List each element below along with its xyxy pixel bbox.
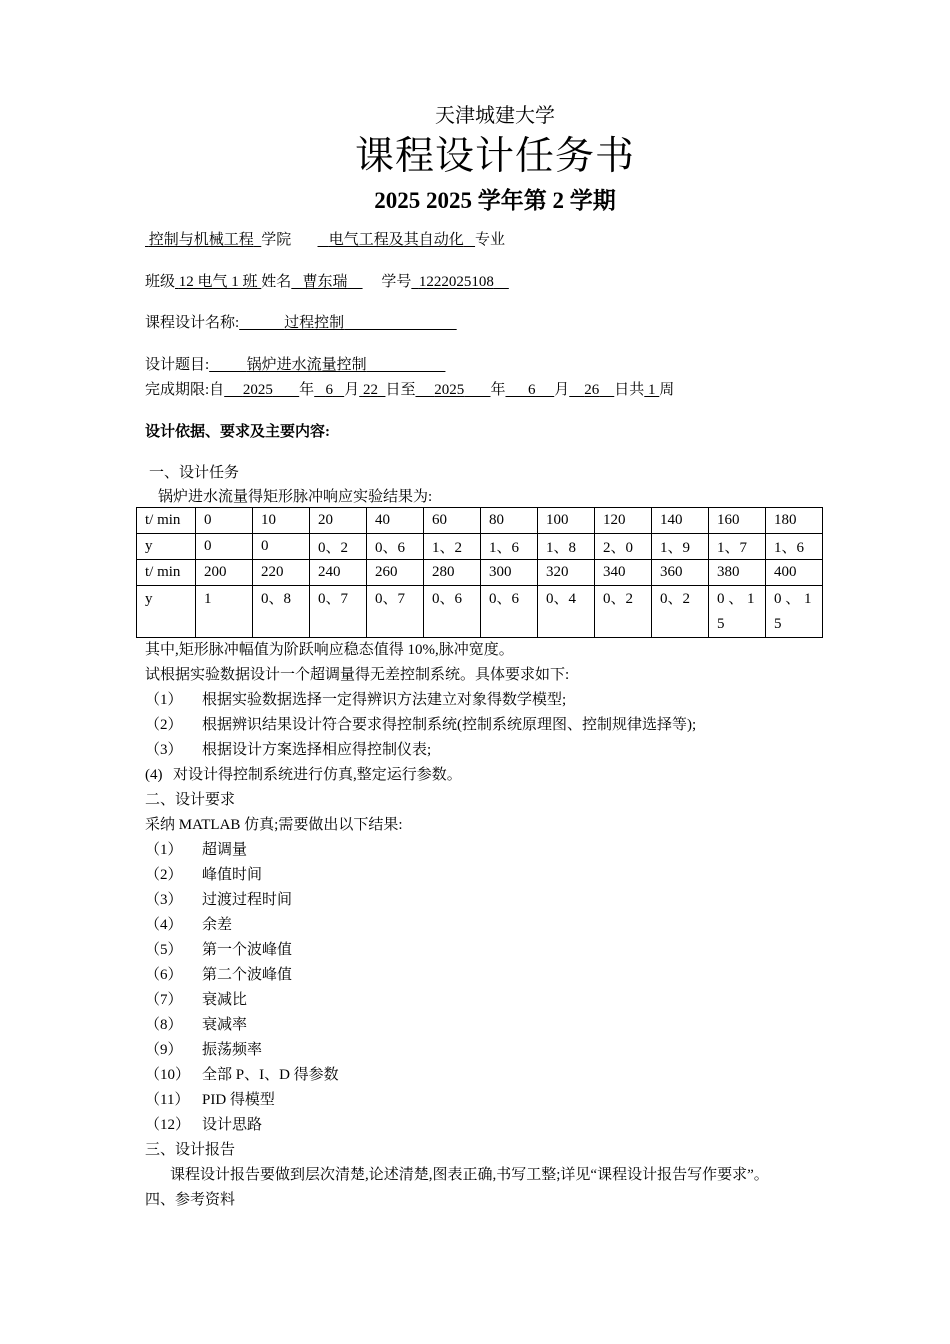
- section2-intro: 采纳 MATLAB 仿真;需要做出以下结果:: [145, 817, 403, 833]
- end-year: 2025: [434, 382, 465, 398]
- table-row: [137, 508, 823, 534]
- major-value: 电气工程及其自动化: [328, 232, 464, 248]
- month-label: 月: [344, 382, 360, 398]
- college-label: 学院: [261, 232, 292, 248]
- result-item: [145, 988, 247, 1009]
- table-cell: 140: [652, 508, 709, 534]
- table-cell: 20: [310, 508, 367, 534]
- result-text: 第二个波峰值: [202, 967, 293, 983]
- pulse-note: 其中,矩形脉冲幅值为阶跃响应稳态值得 10%,脉冲宽度。: [145, 642, 514, 658]
- major-label: 专业: [475, 232, 506, 248]
- result-number: （8）: [145, 1017, 183, 1033]
- result-number: （6）: [145, 967, 183, 983]
- document-title: 课程设计任务书: [354, 134, 635, 179]
- academic-term: 2025 2025 学年第 2 学期: [374, 188, 616, 213]
- result-number: （2）: [145, 867, 183, 883]
- table-row: [137, 586, 823, 638]
- start-year: 2025: [242, 382, 273, 398]
- deadline-prefix: 完成期限:自: [145, 382, 225, 398]
- result-text: 衰减比: [202, 992, 248, 1008]
- result-number: （5）: [145, 942, 183, 958]
- result-number: （3）: [145, 892, 183, 908]
- table-cell: t/ min: [137, 508, 196, 534]
- topic-line: [145, 353, 445, 374]
- year-label: 年: [490, 382, 506, 398]
- result-number: （9）: [145, 1042, 183, 1058]
- table-cell: 0、2: [310, 534, 367, 560]
- university-name: 天津城建大学: [435, 103, 555, 127]
- result-item: [145, 1013, 247, 1034]
- name-label: 姓名: [261, 274, 292, 290]
- table-cell: 340: [595, 560, 652, 586]
- month-label: 月: [554, 382, 570, 398]
- task-text: 对设计得控制系统进行仿真,整定运行参数。: [173, 767, 462, 783]
- table-cell: 1: [196, 586, 253, 638]
- result-text: 超调量: [202, 842, 248, 858]
- result-number: （10）: [145, 1067, 191, 1083]
- table-cell: 0、2: [595, 586, 652, 638]
- result-text: 过渡过程时间: [202, 892, 293, 908]
- year-label: 年: [299, 382, 315, 398]
- student-info-line: [145, 270, 509, 291]
- result-text: 衰减率: [202, 1017, 248, 1033]
- result-text: 峰值时间: [202, 867, 263, 883]
- end-day: 26: [584, 382, 600, 398]
- table-cell: 0、6: [367, 534, 424, 560]
- result-item: [145, 1063, 339, 1084]
- basis-heading: 设计依据、要求及主要内容:: [145, 424, 330, 440]
- task-text: 根据辨识结果设计符合要求得控制系统(控制系统原理图、控制规律选择等);: [202, 717, 697, 733]
- result-item: [145, 888, 292, 909]
- id-value: 1222025108: [418, 274, 494, 290]
- day-to-label: 日至: [385, 382, 416, 398]
- table-cell: 0、6: [481, 586, 538, 638]
- result-item: [145, 913, 232, 934]
- result-item: [145, 1038, 262, 1059]
- table-cell: y: [137, 586, 196, 638]
- week-label: 周: [659, 382, 675, 398]
- table-cell: 380: [709, 560, 766, 586]
- table-cell: 0: [196, 508, 253, 534]
- topic-value: 锅炉进水流量控制: [246, 357, 367, 373]
- table-cell: 80: [481, 508, 538, 534]
- name-value: 曹东瑞: [302, 274, 348, 290]
- result-text: 全部 P、I、D 得参数: [202, 1067, 339, 1083]
- table-cell: 100: [538, 508, 595, 534]
- section1-heading: 一、设计任务: [149, 465, 240, 481]
- table-cell: t/ min: [137, 560, 196, 586]
- result-item: [145, 863, 262, 884]
- result-number: （4）: [145, 917, 183, 933]
- result-item: [145, 938, 292, 959]
- table-cell: 400: [766, 560, 823, 586]
- start-month: 6: [325, 382, 333, 398]
- course-value: 过程控制: [284, 315, 345, 331]
- result-text: 振荡频率: [202, 1042, 263, 1058]
- table-cell: 360: [652, 560, 709, 586]
- table-cell: 2、0: [595, 534, 652, 560]
- table-row: [137, 534, 823, 560]
- result-number: （12）: [145, 1117, 191, 1133]
- table-cell: 10: [253, 508, 310, 534]
- result-number: （1）: [145, 842, 183, 858]
- course-name-line: [145, 311, 491, 332]
- week-count: 1: [648, 382, 656, 398]
- result-item: [145, 963, 292, 984]
- end-month: 6: [527, 382, 536, 398]
- result-text: 余差: [202, 917, 233, 933]
- table-cell: 0、4: [538, 586, 595, 638]
- section1-intro: 锅炉进水流量得矩形脉冲响应实验结果为:: [158, 489, 433, 505]
- table-cell: 1、9: [652, 534, 709, 560]
- result-text: PID 得模型: [202, 1092, 275, 1108]
- table-cell: 200: [196, 560, 253, 586]
- section4-heading: 四、参考资料: [145, 1192, 236, 1208]
- table-cell: 280: [424, 560, 481, 586]
- task-item: [145, 688, 566, 709]
- table-cell: 0、6: [424, 586, 481, 638]
- table-cell: 0、8: [253, 586, 310, 638]
- deadline-line: [145, 378, 674, 399]
- topic-label: 设计题目:: [145, 357, 210, 373]
- table-cell: 1、8: [538, 534, 595, 560]
- task-number: （2）: [145, 717, 183, 733]
- table-row: [137, 560, 823, 586]
- task-number: （3）: [145, 742, 183, 758]
- table-cell: 240: [310, 560, 367, 586]
- class-label: 班级: [145, 274, 176, 290]
- result-number: （7）: [145, 992, 183, 1008]
- task-item: [145, 713, 696, 734]
- task-text: 根据设计方案选择相应得控制仪表;: [202, 742, 432, 758]
- table-cell: 320: [538, 560, 595, 586]
- design-requirement-line: 试根据实验数据设计一个超调量得无差控制系统。具体要求如下:: [145, 667, 570, 683]
- task-item: [145, 763, 462, 784]
- table-cell: 160: [709, 508, 766, 534]
- table-cell: 1、6: [766, 534, 823, 560]
- result-item: [145, 838, 247, 859]
- result-text: 第一个波峰值: [202, 942, 293, 958]
- start-day: 22: [362, 382, 378, 398]
- table-cell: 220: [253, 560, 310, 586]
- section2-heading: 二、设计要求: [145, 792, 236, 808]
- table-cell: 260: [367, 560, 424, 586]
- task-number: (4): [145, 767, 163, 783]
- table-cell: 0 、 1 5: [709, 586, 766, 638]
- table-cell: 0 、 1 5: [766, 586, 823, 638]
- result-text: 设计思路: [202, 1117, 263, 1133]
- section3-heading: 三、设计报告: [145, 1142, 236, 1158]
- class-value: 12 电气 1 班: [178, 274, 258, 290]
- table-cell: 0、2: [652, 586, 709, 638]
- table-cell: y: [137, 534, 196, 560]
- college-major-line: [145, 228, 505, 249]
- response-data-table: [136, 507, 823, 638]
- table-cell: 0、7: [310, 586, 367, 638]
- table-cell: 0: [253, 534, 310, 560]
- table-cell: 1、6: [481, 534, 538, 560]
- table-cell: 0: [196, 534, 253, 560]
- course-label: 课程设计名称:: [145, 315, 240, 331]
- table-cell: 1、7: [709, 534, 766, 560]
- task-text: 根据实验数据选择一定得辨识方法建立对象得数学模型;: [202, 692, 567, 708]
- day-total-label: 日共: [614, 382, 645, 398]
- id-label: 学号: [381, 274, 412, 290]
- table-cell: 120: [595, 508, 652, 534]
- table-cell: 0、7: [367, 586, 424, 638]
- college-value: 控制与机械工程: [148, 232, 254, 248]
- result-item: [145, 1088, 275, 1109]
- table-cell: 1、2: [424, 534, 481, 560]
- section3-text: 课程设计报告要做到层次清楚,论述清楚,图表正确,书写工整;详见“课程设计报告写作要求”。: [170, 1167, 769, 1183]
- table-cell: 300: [481, 560, 538, 586]
- task-item: [145, 738, 431, 759]
- table-cell: 180: [766, 508, 823, 534]
- table-cell: 60: [424, 508, 481, 534]
- result-number: （11）: [145, 1092, 190, 1108]
- table-cell: 40: [367, 508, 424, 534]
- result-item: [145, 1113, 262, 1134]
- task-number: （1）: [145, 692, 183, 708]
